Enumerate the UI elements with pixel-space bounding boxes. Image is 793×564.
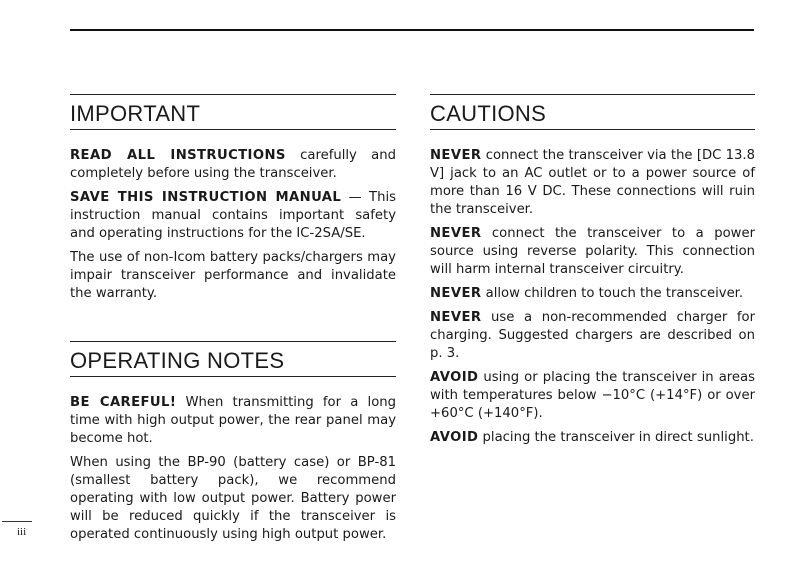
caution-lead: AVOID [430, 370, 479, 385]
caution-item [430, 147, 755, 219]
caution-item [430, 429, 755, 447]
caution-lead: NEVER [430, 226, 482, 241]
important-p2-text: — This instruction manual contains important safety and operating instructions for the IC-2SA/SE. [70, 190, 396, 241]
important-paragraph-1 [70, 147, 396, 183]
operating-notes-header [70, 341, 396, 377]
caution-lead: AVOID [430, 430, 479, 445]
caution-item [430, 285, 755, 303]
caution-text: use a non-recommended charger for charging. Suggested chargers are described on p. 3. [430, 310, 755, 361]
caution-item [430, 369, 755, 423]
cautions-header [430, 94, 755, 130]
important-paragraph-3: The use of non-Icom battery packs/chargers may impair transceiver performance and invalidate the warranty. [70, 250, 396, 301]
important-p1-lead: READ ALL INSTRUCTIONS [70, 148, 286, 163]
caution-text: connect the transceiver to a power source using reverse polarity. This connection will harm internal transceiver circuitry. [430, 226, 755, 277]
caution-lead: NEVER [430, 310, 482, 325]
caution-text: connect the transceiver via the [DC 13.8 V] jack to an AC outlet or to a power source of more than 16 V DC. These connections will ruin the transceiver. [430, 148, 755, 217]
important-title: IMPORTANT [70, 101, 201, 126]
operating-notes-p1-lead: BE CAREFUL! [70, 395, 177, 410]
operating-notes-p1-text: When transmitting for a long time with high output power, the rear panel may become hot. [70, 395, 397, 446]
caution-text: using or placing the transceiver in areas with temperatures below −10°C (+14°F) or over +60°C (+140°F). [430, 370, 755, 421]
important-p2-lead: SAVE THIS INSTRUCTION MANUAL [70, 190, 342, 205]
cautions-title: CAUTIONS [430, 101, 547, 126]
caution-item [430, 309, 755, 363]
operating-notes-paragraph-1 [70, 394, 396, 448]
caution-lead: NEVER [430, 148, 482, 163]
important-paragraph-2 [70, 189, 396, 243]
left-column [70, 94, 396, 544]
page-number-rule [2, 521, 32, 522]
caution-text: placing the transceiver in direct sunlight. [478, 430, 754, 445]
right-column [430, 94, 755, 447]
caution-item [430, 225, 755, 279]
caution-lead: NEVER [430, 286, 482, 301]
operating-notes-title: OPERATING NOTES [70, 348, 285, 373]
important-header [70, 94, 396, 130]
operating-notes-paragraph-2: When using the BP-90 (battery case) or BP-81 (smallest battery pack), we recommend operating with low output power. Battery power will be reduced quickly if the transceiver is operated continuously using high output power. [70, 455, 396, 542]
caution-text: allow children to touch the transceiver. [481, 286, 744, 301]
top-rule [70, 29, 754, 31]
page-number: iii [17, 526, 27, 538]
important-p1-text: carefully and completely before using the transceiver. [70, 148, 396, 181]
